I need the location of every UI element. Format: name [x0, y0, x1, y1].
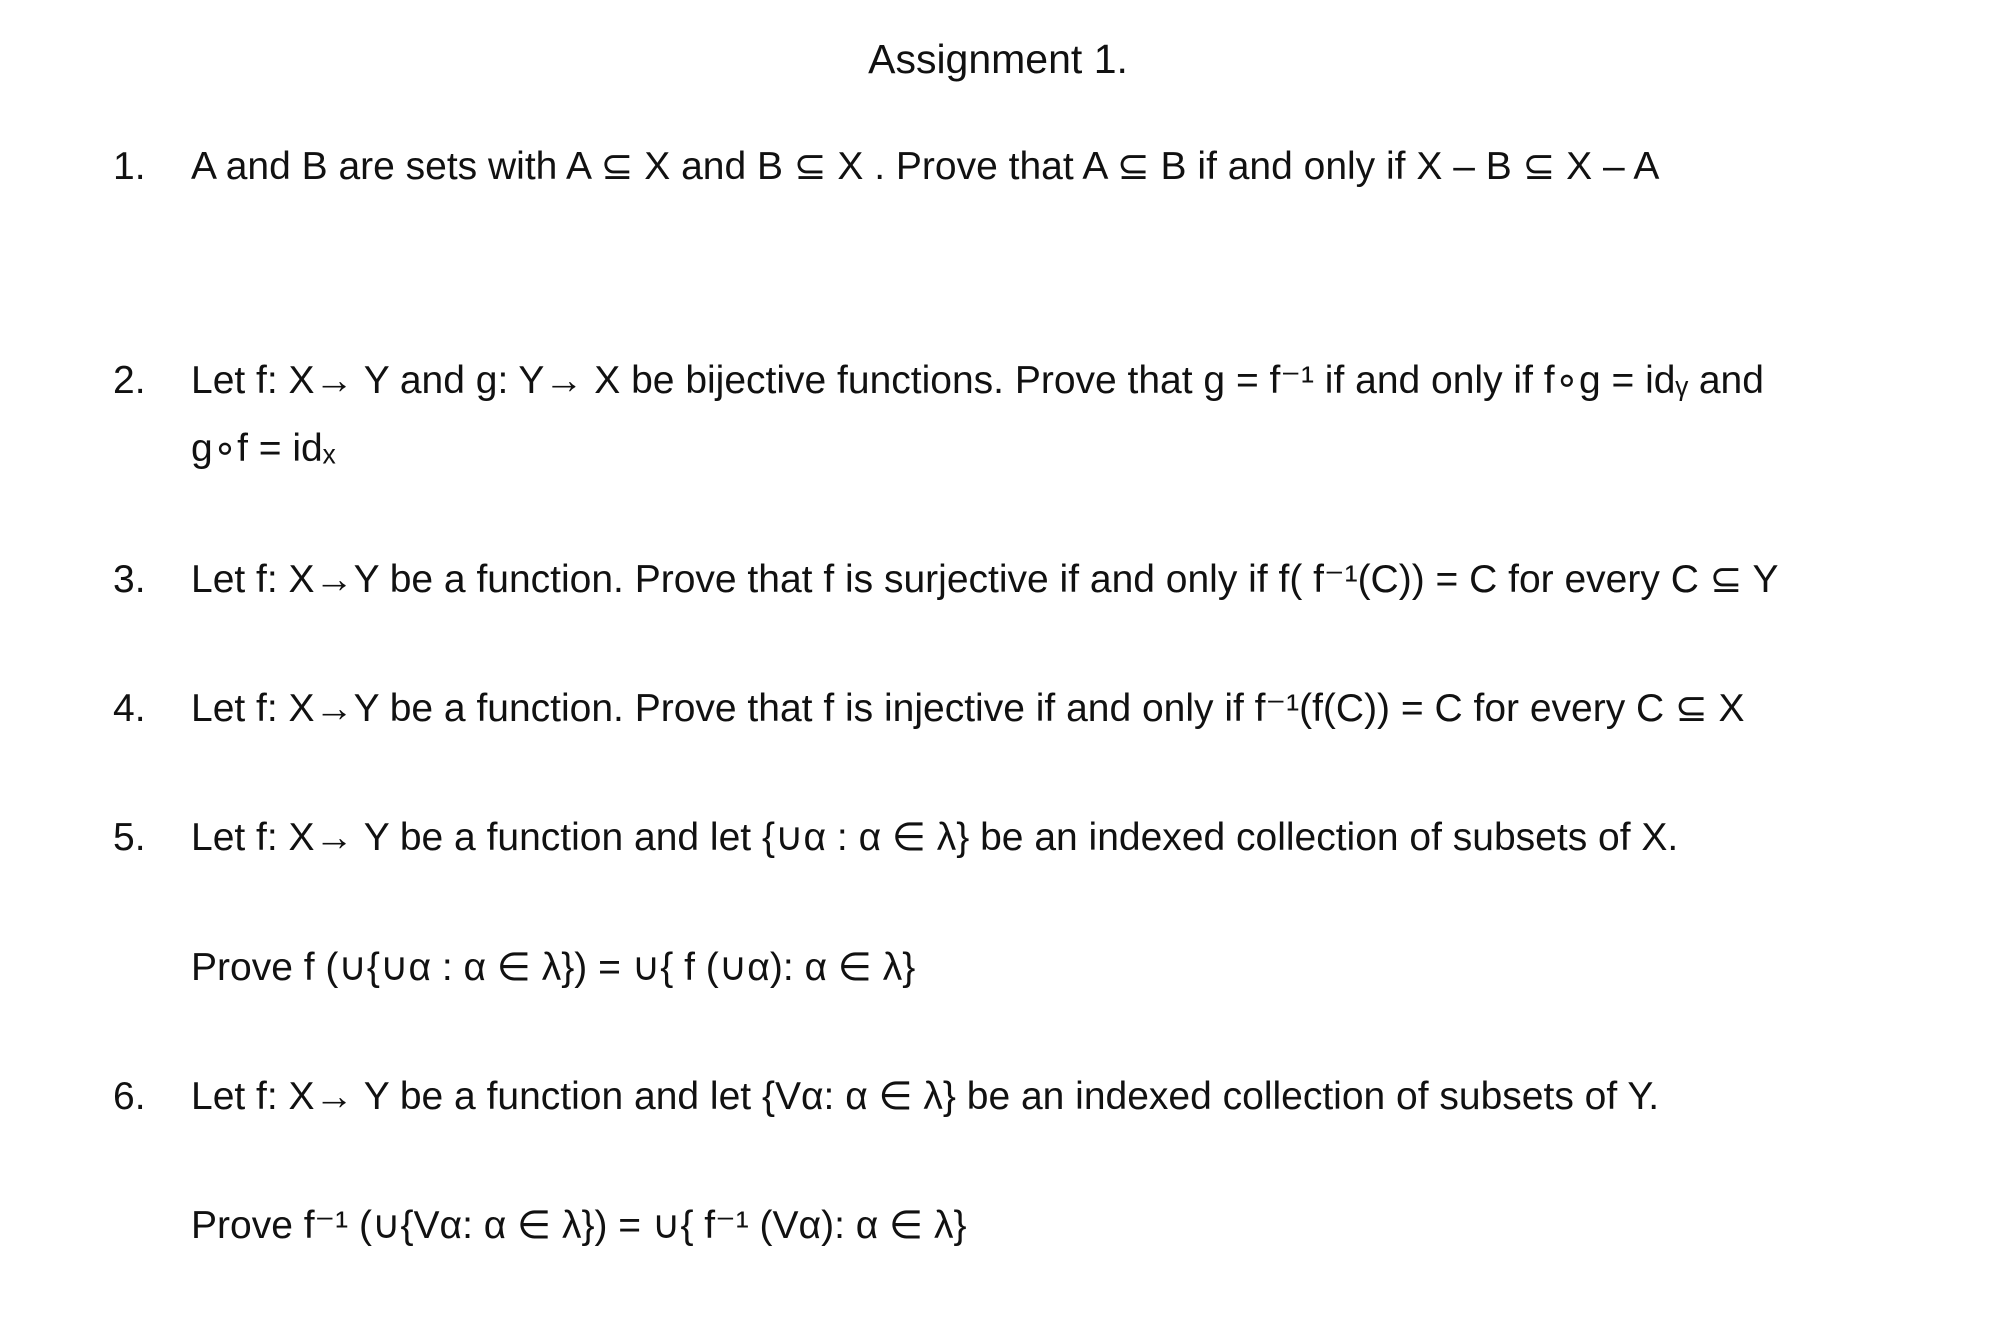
problem-text-continued: g∘f = idₓ: [191, 427, 336, 470]
problem-text: Let f: X→Y be a function. Prove that f is surjective if and only if f( f⁻¹(C)) = C for every C ⊆ Y: [191, 558, 1779, 601]
problem-number: 3.: [113, 558, 146, 601]
problem-text-continued: Prove f (∪{∪α : α ∈ λ}) = ∪{ f (∪α): α ∈ λ}: [191, 946, 916, 989]
problem-number: 6.: [113, 1075, 146, 1118]
problem-text-continued: Prove f⁻¹ (∪{Vα: α ∈ λ}) = ∪{ f⁻¹ (Vα): α ∈ λ}: [191, 1204, 967, 1247]
problem-text: Let f: X→ Y be a function and let {Vα: α ∈ λ} be an indexed collection of subsets of Y.: [191, 1075, 1660, 1118]
problem-number: 2.: [113, 359, 146, 402]
problem-number: 4.: [113, 687, 146, 730]
problem-number: 5.: [113, 816, 146, 859]
document-title: Assignment 1.: [868, 36, 1128, 82]
problem-text: Let f: X→ Y be a function and let {∪α : α ∈ λ} be an indexed collection of subsets of X.: [191, 816, 1679, 859]
problem-text: Let f: X→ Y and g: Y→ X be bijective functions. Prove that g = f⁻¹ if and only if f∘g = idᵧ and: [191, 359, 1764, 402]
problem-number: 1.: [113, 145, 146, 188]
problem-text: Let f: X→Y be a function. Prove that f is injective if and only if f⁻¹(f(C)) = C for every C ⊆ X: [191, 687, 1745, 730]
problem-text: A and B are sets with A ⊆ X and B ⊆ X . Prove that A ⊆ B if and only if X – B ⊆ X – A: [191, 145, 1660, 188]
